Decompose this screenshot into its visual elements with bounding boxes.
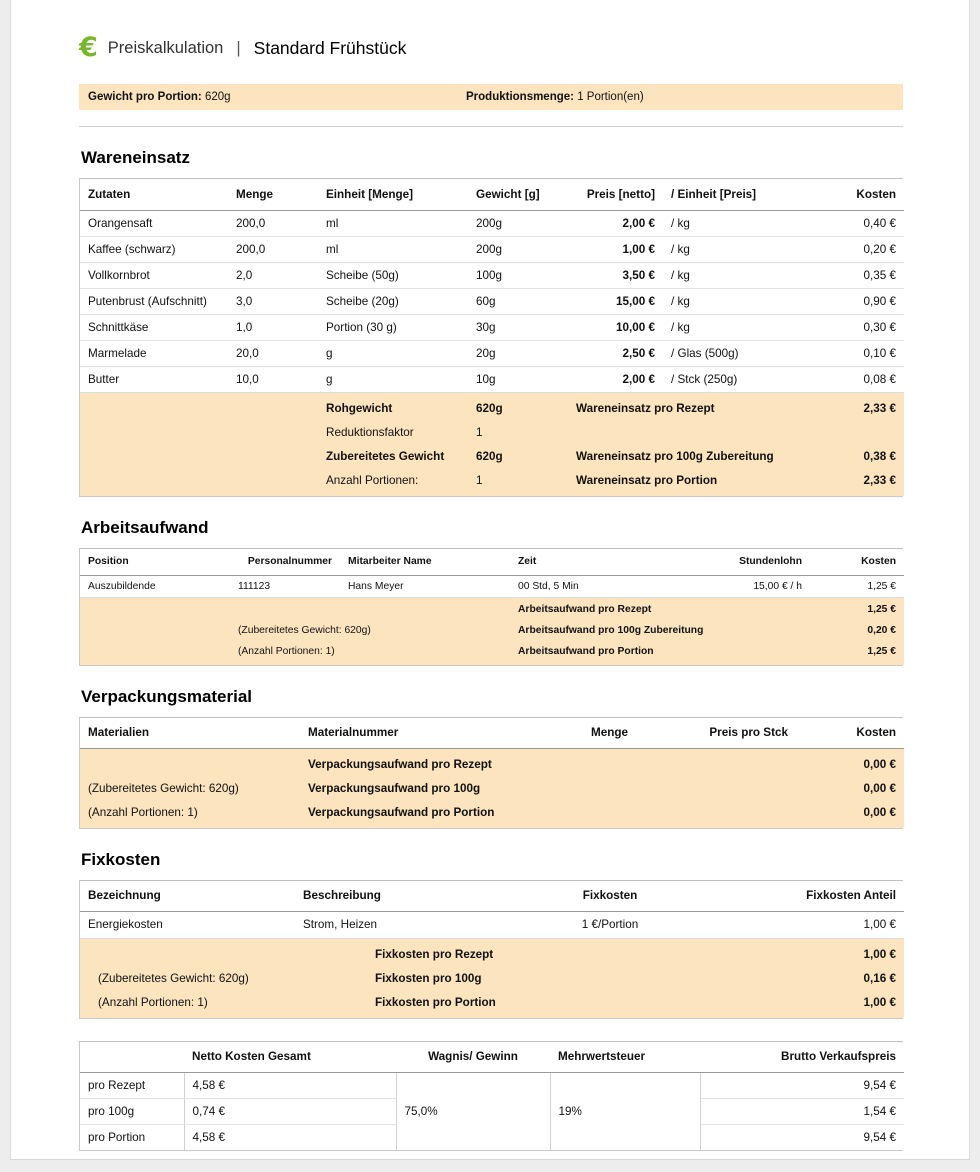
cell-menge: 10,0 xyxy=(228,366,318,392)
verpackungsmaterial-table-wrapper xyxy=(79,717,903,829)
document-content xyxy=(79,0,903,1151)
cell-je-einheit: / kg xyxy=(663,288,811,314)
summary-label: Fixkosten pro Rezept xyxy=(295,938,710,966)
col-mehrwertsteuer: Mehrwertsteuer xyxy=(550,1042,700,1072)
summary-note xyxy=(80,938,295,966)
cell-zutat: Orangensaft xyxy=(80,210,228,236)
cell-fixkosten: 1 €/Portion xyxy=(510,911,710,938)
gesamt-table-wrapper xyxy=(79,1041,903,1151)
col-zeit: Zeit xyxy=(510,549,650,575)
cell-kosten: 0,08 € xyxy=(811,366,904,392)
summary-right-value xyxy=(811,420,904,444)
summary-value: 1,25 € xyxy=(810,597,904,620)
col-preis-netto: Preis [netto] xyxy=(568,179,663,210)
summary-row xyxy=(80,938,904,966)
cell-netto: 0,74 € xyxy=(184,1098,396,1124)
col-je-einheit-preis: / Einheit [Preis] xyxy=(663,179,811,210)
document-page xyxy=(10,0,970,1160)
summary-value: 0,00 € xyxy=(796,776,904,800)
col-gewicht: Gewicht [g] xyxy=(468,179,568,210)
arbeitsaufwand-table xyxy=(80,549,904,665)
col-kosten: Kosten xyxy=(811,179,904,210)
summary-right-label: Wareneinsatz pro Rezept xyxy=(568,392,811,420)
summary-right-label: Wareneinsatz pro Portion xyxy=(568,468,811,496)
cell-einheit: ml xyxy=(318,210,468,236)
cell-preis: 1,00 € xyxy=(568,236,663,262)
summary-right-value: 2,33 € xyxy=(811,468,904,496)
table-header-row xyxy=(80,179,904,210)
col-bezeichnung: Bezeichnung xyxy=(80,881,295,911)
cell-einheit: Scheibe (20g) xyxy=(318,288,468,314)
summary-left-value: 1 xyxy=(468,468,568,496)
cell-je-einheit: / kg xyxy=(663,262,811,288)
summary-left-label: Reduktionsfaktor xyxy=(318,420,468,444)
page-title-recipe: Standard Frühstück xyxy=(253,38,407,58)
cell-je-einheit: / Stck (250g) xyxy=(663,366,811,392)
cell-fixkosten-anteil: 1,00 € xyxy=(710,911,904,938)
col-menge: Menge xyxy=(540,718,636,748)
cell-netto: 4,58 € xyxy=(184,1072,396,1098)
table-row xyxy=(80,366,904,392)
summary-note: (Zubereitetes Gewicht: 620g) xyxy=(230,620,510,641)
production-quantity-label: Produktionsmenge: xyxy=(466,91,574,103)
summary-right-label xyxy=(568,420,811,444)
header-divider xyxy=(79,126,903,127)
col-zutaten: Zutaten xyxy=(80,179,228,210)
cell-gewicht: 30g xyxy=(468,314,568,340)
cell-kosten: 1,25 € xyxy=(810,575,904,597)
cell-position: Auszubildende xyxy=(80,575,230,597)
cell-einheit: Scheibe (50g) xyxy=(318,262,468,288)
cell-einheit: Portion (30 g) xyxy=(318,314,468,340)
cell-preis: 10,00 € xyxy=(568,314,663,340)
cell-kosten: 0,35 € xyxy=(811,262,904,288)
summary-row xyxy=(80,990,904,1018)
summary-row xyxy=(80,748,904,776)
summary-left-value: 620g xyxy=(468,444,568,468)
cell-je-einheit: / kg xyxy=(663,210,811,236)
summary-note xyxy=(80,748,300,776)
col-materialien: Materialien xyxy=(80,718,300,748)
col-netto-kosten-gesamt: Netto Kosten Gesamt xyxy=(184,1042,396,1072)
cell-einheit: g xyxy=(318,366,468,392)
cell-einheit: g xyxy=(318,340,468,366)
fixkosten-table-wrapper xyxy=(79,880,903,1019)
table-row xyxy=(80,314,904,340)
summary-label: Verpackungsaufwand pro Rezept xyxy=(300,748,796,776)
page-title-prefix: Preiskalkulation xyxy=(107,39,224,57)
summary-right-label: Wareneinsatz pro 100g Zubereitung xyxy=(568,444,811,468)
cell-preis: 2,50 € xyxy=(568,340,663,366)
col-menge: Menge xyxy=(228,179,318,210)
table-row xyxy=(80,236,904,262)
col-basis xyxy=(80,1042,184,1072)
summary-row xyxy=(80,392,904,420)
summary-note: (Anzahl Portionen: 1) xyxy=(80,990,295,1018)
production-quantity-value: 1 Portion(en) xyxy=(577,91,644,103)
page-title xyxy=(79,0,903,65)
col-mitarbeiter-name: Mitarbeiter Name xyxy=(340,549,510,575)
summary-row xyxy=(80,620,904,641)
recipe-info-bar xyxy=(79,84,903,110)
euro-icon: € xyxy=(79,32,98,63)
cell-preis: 15,00 € xyxy=(568,288,663,314)
summary-value: 0,00 € xyxy=(796,748,904,776)
cell-gewicht: 200g xyxy=(468,210,568,236)
cell-zutat: Schnittkäse xyxy=(80,314,228,340)
cell-gewicht: 10g xyxy=(468,366,568,392)
summary-row xyxy=(80,444,904,468)
summary-row xyxy=(80,776,904,800)
table-row xyxy=(80,575,904,597)
col-kosten: Kosten xyxy=(810,549,904,575)
cell-kosten: 0,90 € xyxy=(811,288,904,314)
col-kosten: Kosten xyxy=(796,718,904,748)
cell-personalnummer: 111123 xyxy=(230,575,340,597)
col-beschreibung: Beschreibung xyxy=(295,881,510,911)
section-heading-arbeitsaufwand: Arbeitsaufwand xyxy=(81,518,209,537)
summary-note: (Anzahl Portionen: 1) xyxy=(80,800,300,828)
section-heading-fixkosten: Fixkosten xyxy=(81,850,161,869)
wareneinsatz-table-wrapper xyxy=(79,178,903,497)
summary-value: 1,25 € xyxy=(810,641,904,665)
cell-brutto: 9,54 € xyxy=(700,1072,904,1098)
table-header-row xyxy=(80,549,904,575)
table-row xyxy=(80,340,904,366)
cell-netto: 4,58 € xyxy=(184,1124,396,1150)
col-stundenlohn: Stundenlohn xyxy=(650,549,810,575)
cell-gewicht: 200g xyxy=(468,236,568,262)
summary-left-label: Zubereitetes Gewicht xyxy=(318,444,468,468)
cell-basis: pro Portion xyxy=(80,1124,184,1150)
cell-menge: 200,0 xyxy=(228,210,318,236)
table-row xyxy=(80,911,904,938)
summary-label: Fixkosten pro 100g xyxy=(295,966,710,990)
summary-row xyxy=(80,966,904,990)
cell-zutat: Marmelade xyxy=(80,340,228,366)
summary-label: Arbeitsaufwand pro Rezept xyxy=(510,597,810,620)
cell-menge: 3,0 xyxy=(228,288,318,314)
cell-einheit: ml xyxy=(318,236,468,262)
cell-stundenlohn: 15,00 € / h xyxy=(650,575,810,597)
cell-preis: 2,00 € xyxy=(568,366,663,392)
cell-preis: 3,50 € xyxy=(568,262,663,288)
summary-row xyxy=(80,641,904,665)
cell-brutto: 9,54 € xyxy=(700,1124,904,1150)
gesamt-table xyxy=(80,1042,904,1150)
cell-je-einheit: / kg xyxy=(663,236,811,262)
weight-per-portion-label: Gewicht pro Portion: xyxy=(88,91,202,103)
cell-kosten: 0,40 € xyxy=(811,210,904,236)
cell-zeit: 00 Std, 5 Min xyxy=(510,575,650,597)
arbeitsaufwand-table-wrapper xyxy=(79,548,903,666)
summary-label: Fixkosten pro Portion xyxy=(295,990,710,1018)
cell-kosten: 0,10 € xyxy=(811,340,904,366)
summary-label: Verpackungsaufwand pro Portion xyxy=(300,800,796,828)
cell-basis: pro 100g xyxy=(80,1098,184,1124)
summary-note: (Zubereitetes Gewicht: 620g) xyxy=(80,966,295,990)
summary-label: Arbeitsaufwand pro Portion xyxy=(510,641,810,665)
section-heading-verpackungsmaterial: Verpackungsmaterial xyxy=(81,687,253,706)
table-row xyxy=(80,1072,904,1098)
summary-value: 0,00 € xyxy=(796,800,904,828)
verpackungsmaterial-table xyxy=(80,718,904,828)
summary-right-value: 0,38 € xyxy=(811,444,904,468)
summary-value: 1,00 € xyxy=(710,938,904,966)
cell-brutto: 1,54 € xyxy=(700,1098,904,1124)
col-einheit-menge: Einheit [Menge] xyxy=(318,179,468,210)
weight-per-portion-value: 620g xyxy=(204,91,231,103)
summary-left-value: 620g xyxy=(468,392,568,420)
production-quantity xyxy=(457,91,644,103)
table-header-row xyxy=(80,1042,904,1072)
summary-left-value: 1 xyxy=(468,420,568,444)
cell-gewicht: 60g xyxy=(468,288,568,314)
cell-mehrwertsteuer: 19% xyxy=(550,1072,700,1150)
cell-gewicht: 100g xyxy=(468,262,568,288)
summary-row xyxy=(80,420,904,444)
cell-bezeichnung: Energiekosten xyxy=(80,911,295,938)
summary-value: 0,20 € xyxy=(810,620,904,641)
col-preis-pro-stck: Preis pro Stck xyxy=(636,718,796,748)
cell-wagnis-gewinn: 75,0% xyxy=(396,1072,550,1150)
summary-row xyxy=(80,597,904,620)
table-row xyxy=(80,288,904,314)
summary-row xyxy=(80,800,904,828)
cell-zutat: Vollkornbrot xyxy=(80,262,228,288)
cell-zutat: Butter xyxy=(80,366,228,392)
summary-row xyxy=(80,468,904,496)
title-separator: | xyxy=(236,39,241,57)
summary-left-label: Rohgewicht xyxy=(318,392,468,420)
cell-zutat: Kaffee (schwarz) xyxy=(80,236,228,262)
summary-note: (Zubereitetes Gewicht: 620g) xyxy=(80,776,300,800)
cell-zutat: Putenbrust (Aufschnitt) xyxy=(80,288,228,314)
fixkosten-table xyxy=(80,881,904,1018)
summary-note: (Anzahl Portionen: 1) xyxy=(230,641,510,665)
section-heading-wareneinsatz: Wareneinsatz xyxy=(81,148,190,167)
table-header-row xyxy=(80,881,904,911)
cell-menge: 200,0 xyxy=(228,236,318,262)
cell-menge: 20,0 xyxy=(228,340,318,366)
col-brutto-verkaufspreis: Brutto Verkaufspreis xyxy=(700,1042,904,1072)
wareneinsatz-table xyxy=(80,179,904,496)
col-fixkosten: Fixkosten xyxy=(510,881,710,911)
cell-mitarbeiter: Hans Meyer xyxy=(340,575,510,597)
cell-menge: 2,0 xyxy=(228,262,318,288)
col-fixkosten-anteil: Fixkosten Anteil xyxy=(710,881,904,911)
summary-value: 0,16 € xyxy=(710,966,904,990)
table-row xyxy=(80,262,904,288)
col-materialnummer: Materialnummer xyxy=(300,718,540,748)
summary-left-label: Anzahl Portionen: xyxy=(318,468,468,496)
cell-menge: 1,0 xyxy=(228,314,318,340)
cell-gewicht: 20g xyxy=(468,340,568,366)
cell-basis: pro Rezept xyxy=(80,1072,184,1098)
cell-preis: 2,00 € xyxy=(568,210,663,236)
col-wagnis-gewinn: Wagnis/ Gewinn xyxy=(396,1042,550,1072)
col-position: Position xyxy=(80,549,230,575)
col-personalnummer: Personalnummer xyxy=(230,549,340,575)
summary-value: 1,00 € xyxy=(710,990,904,1018)
summary-right-value: 2,33 € xyxy=(811,392,904,420)
table-row xyxy=(80,210,904,236)
table-header-row xyxy=(80,718,904,748)
cell-beschreibung: Strom, Heizen xyxy=(295,911,510,938)
weight-per-portion xyxy=(79,91,457,103)
summary-label: Verpackungsaufwand pro 100g xyxy=(300,776,796,800)
cell-kosten: 0,20 € xyxy=(811,236,904,262)
cell-je-einheit: / kg xyxy=(663,314,811,340)
cell-je-einheit: / Glas (500g) xyxy=(663,340,811,366)
cell-kosten: 0,30 € xyxy=(811,314,904,340)
summary-label: Arbeitsaufwand pro 100g Zubereitung xyxy=(510,620,810,641)
summary-note xyxy=(230,597,510,620)
page-bottom-edge xyxy=(10,1159,970,1160)
